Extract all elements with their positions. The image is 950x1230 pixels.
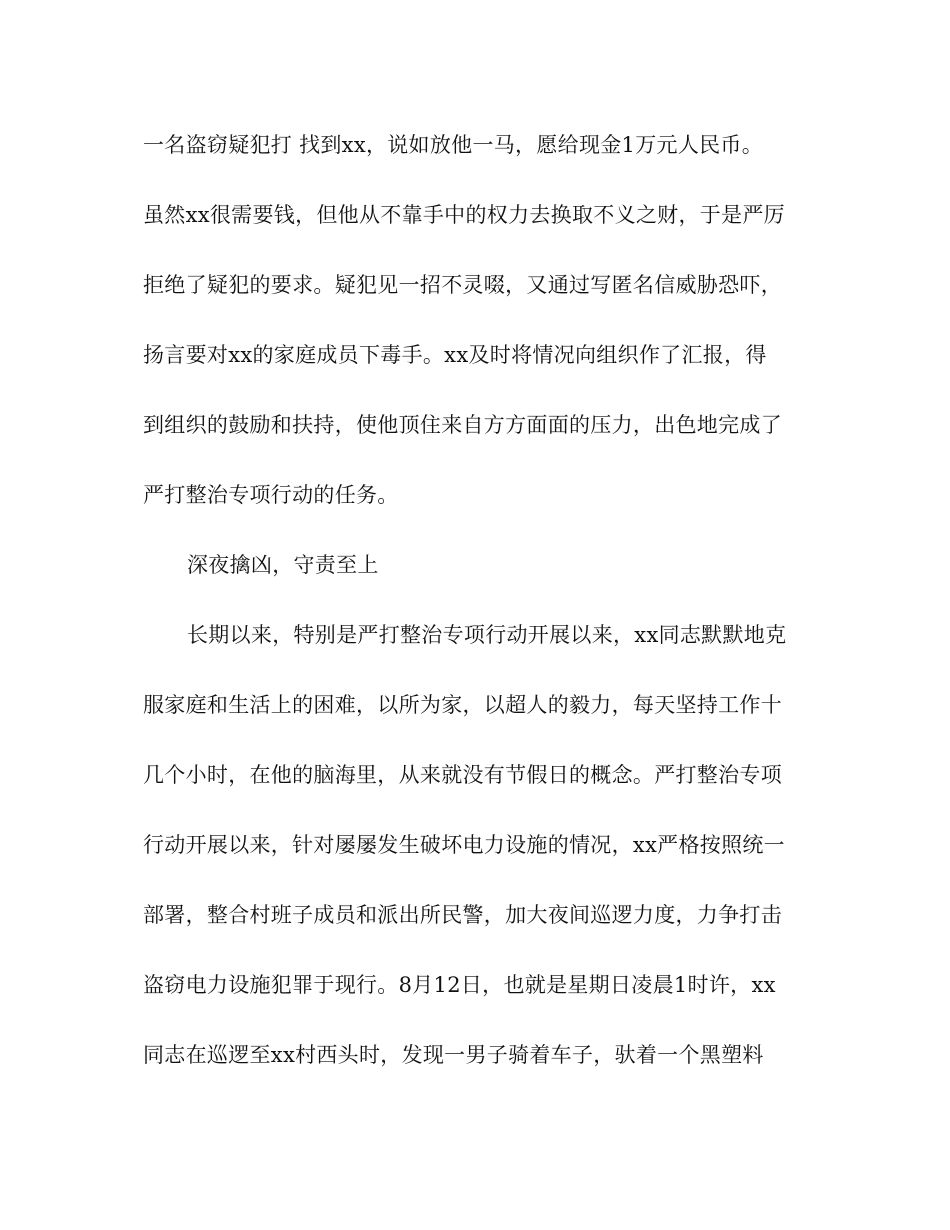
text-line-10: 几个小时，在他的脑海里，从来就没有节假日的概念。严打整治专项	[143, 763, 782, 787]
section-heading: 深夜擒凶，守责至上	[187, 553, 379, 577]
text-line-11: 行动开展以来，针对屡屡发生破坏电力设施的情况，xx严格按照统一	[143, 833, 785, 857]
text-line-14: 同志在巡逻至xx村西头时，发现一男子骑着车子，驮着一个黑塑料	[143, 1043, 764, 1067]
text-line-8: 长期以来，特别是严打整治专项行动开展以来，xx同志默默地克	[187, 623, 787, 647]
text-line-3: 拒绝了疑犯的要求。疑犯见一招不灵啜，又通过写匿名信威胁恐吓，	[143, 273, 782, 297]
text-line-2: 虽然xx很需要钱，但他从不靠手中的权力去换取不义之财，于是严厉	[143, 203, 785, 227]
text-line-5: 到组织的鼓励和扶持，使他顶住来自方方面面的压力，出色地完成了	[143, 413, 782, 437]
text-line-4: 扬言要对xx的家庭成员下毒手。xx及时将情况向组织作了汇报，得	[143, 343, 767, 367]
text-line-12: 部署，整合村班子成员和派出所民警，加大夜间巡逻力度，力争打击	[143, 903, 782, 927]
text-line-13: 盗窃电力设施犯罪于现行。8月12日，也就是星期日凌晨1时许，xx	[143, 973, 776, 997]
text-line-9: 服家庭和生活上的困难，以所为家，以超人的毅力，每天坚持工作十	[143, 693, 782, 717]
text-line-6: 严打整治专项行动的任务。	[143, 483, 399, 507]
text-line-1: 一名盗窃疑犯打 找到xx，说如放他一马，愿给现金1万元人民币。	[143, 133, 764, 157]
